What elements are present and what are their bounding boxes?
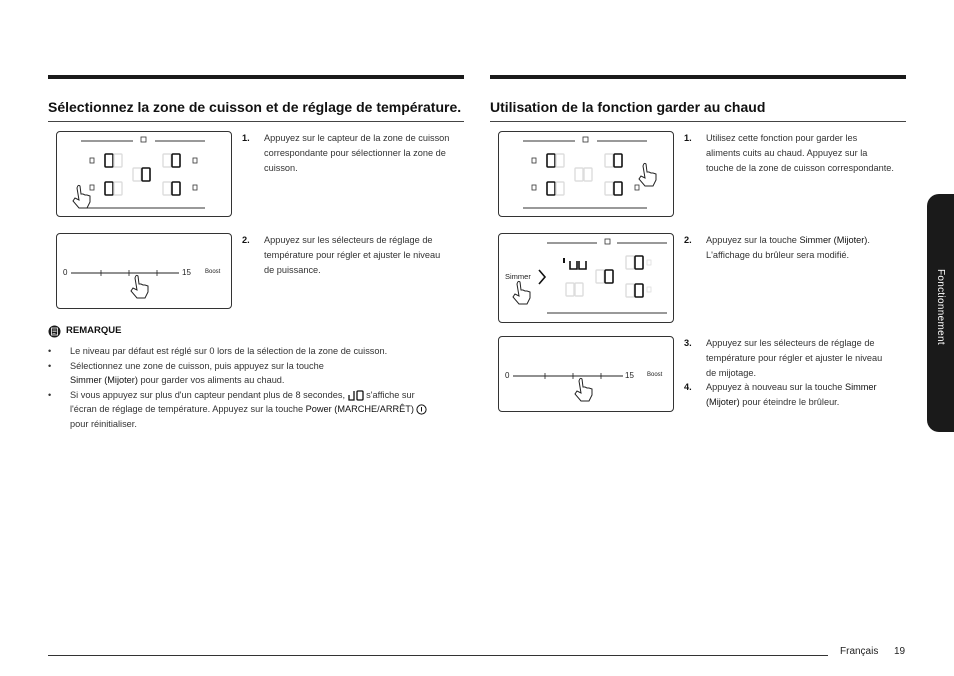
slider-max-label: 15 <box>625 371 634 380</box>
left-header-rule <box>48 75 464 79</box>
step-text-line: Appuyez sur les sélecteurs de réglage de <box>264 235 433 245</box>
step-text: . <box>867 235 870 245</box>
step-number: 2. <box>684 235 692 245</box>
step-number: 2. <box>242 235 250 245</box>
hand-pointer-icon <box>513 281 530 304</box>
error-display-icon <box>348 390 364 401</box>
step-number: 3. <box>684 338 692 348</box>
chevron-right-icon <box>539 270 545 284</box>
step-number: 1. <box>242 133 250 143</box>
note-text: Si vous appuyez sur plus d'un capteur pendant plus de 8 secondes, <box>70 389 346 400</box>
hand-pointer-icon <box>639 163 656 186</box>
note-text: s'affiche sur <box>363 389 415 400</box>
step-text-line: température pour régler et ajuster le niveau <box>706 353 883 363</box>
step-text-line: de mijotage. <box>706 368 757 378</box>
step-text: Appuyez sur la touche <box>706 235 800 245</box>
note-text: pour réinitialiser. <box>70 418 137 429</box>
slider-max-label: 15 <box>182 268 191 277</box>
power-slider-illustration <box>56 233 232 309</box>
step-number: 4. <box>684 382 692 392</box>
cooktop-display-illustration <box>56 131 232 217</box>
left-step-1 <box>242 131 467 179</box>
simmer-key-ref: Simmer (Mijoter) <box>70 375 138 385</box>
footer-rule <box>48 655 828 656</box>
simmer-key-ref: (Mijoter) <box>706 397 740 407</box>
note-label: REMARQUE <box>66 325 122 336</box>
note-bullet: • <box>48 346 52 356</box>
step-text-line: aliments cuits au chaud. Appuyez sur la <box>706 148 868 158</box>
simmer-active-display <box>563 258 586 269</box>
step-text-line: touche de la zone de cuisson correspondante. <box>706 163 894 173</box>
right-step-1 <box>684 131 914 179</box>
step-text-line: L'affichage du brûleur sera modifié. <box>706 250 850 260</box>
note-bullet: • <box>48 389 52 400</box>
left-title-underline <box>48 121 464 122</box>
cooktop-display-graphic <box>499 132 673 216</box>
boost-label: Boost <box>647 372 663 378</box>
step-text-line: de puissance. <box>264 265 321 275</box>
note-text: Sélectionnez une zone de cuisson, puis appuyez sur la touche <box>70 360 324 371</box>
right-step-3 <box>684 336 914 384</box>
note-header <box>48 324 248 338</box>
step-number: 1. <box>684 133 692 143</box>
power-key-ref: Power (MARCHE/ARRÊT) <box>305 404 414 414</box>
right-header-rule <box>490 75 906 79</box>
cooktop-display-graphic <box>57 132 231 216</box>
zone-bottom-left-display <box>90 182 122 195</box>
step-text-line: température pour régler et ajuster le niveau <box>264 250 441 260</box>
footer-language: Français <box>840 646 879 657</box>
simmer-key-ref: Simmer (Mijoter) <box>799 235 868 245</box>
note-text: l'écran de réglage de température. Appuyez sur la touche <box>70 404 306 414</box>
slider-min-label: 0 <box>505 371 510 380</box>
right-section-title: Utilisation de la fonction garder au chaud <box>490 99 766 115</box>
zone-top-left-display <box>90 154 122 167</box>
zone-top-right-display <box>163 154 197 167</box>
hand-pointer-icon <box>73 185 90 208</box>
right-step-2 <box>684 233 914 267</box>
step-text-line: Appuyez sur le capteur de la zone de cuisson <box>264 133 450 143</box>
cooktop-display-illustration <box>498 131 674 217</box>
simmer-display-illustration <box>498 233 674 323</box>
hand-pointer-icon <box>575 378 592 401</box>
note-bullet: • <box>48 360 52 371</box>
left-section-title: Sélectionnez la zone de cuisson et de réglage de température. <box>48 99 462 115</box>
right-step-4 <box>684 380 914 414</box>
step-text-line: correspondante pour sélectionner la zone de <box>264 148 446 158</box>
page-number: 19 <box>894 646 906 657</box>
power-icon <box>416 404 427 415</box>
simmer-key-ref: Simmer <box>844 382 877 392</box>
hand-pointer-icon <box>131 275 148 298</box>
step-text: Appuyez à nouveau sur la touche <box>706 382 845 392</box>
right-title-underline <box>490 121 906 122</box>
note-text: pour garder vos aliments au chaud. <box>137 375 285 385</box>
chapter-side-tab <box>927 194 954 432</box>
simmer-key-label: Simmer <box>505 272 531 281</box>
zone-center-display <box>133 168 150 181</box>
step-text: pour éteindre le brûleur. <box>739 397 840 407</box>
boost-label: Boost <box>205 269 221 275</box>
note-list <box>48 344 468 434</box>
chapter-side-tab-label: Fonctionnement <box>935 269 946 345</box>
step-text-line: Appuyez sur les sélecteurs de réglage de <box>706 338 875 348</box>
step-text-line: Utilisez cette fonction pour garder les <box>706 133 858 143</box>
left-step-2 <box>242 233 467 281</box>
note-icon <box>48 325 61 338</box>
note-text: Le niveau par défaut est réglé sur 0 lors de la sélection de la zone de cuisson. <box>70 346 388 356</box>
step-text-line: cuisson. <box>264 163 298 173</box>
slider-min-label: 0 <box>63 268 68 277</box>
zone-bottom-right-display <box>163 182 197 195</box>
temperature-slider-illustration <box>498 336 674 412</box>
